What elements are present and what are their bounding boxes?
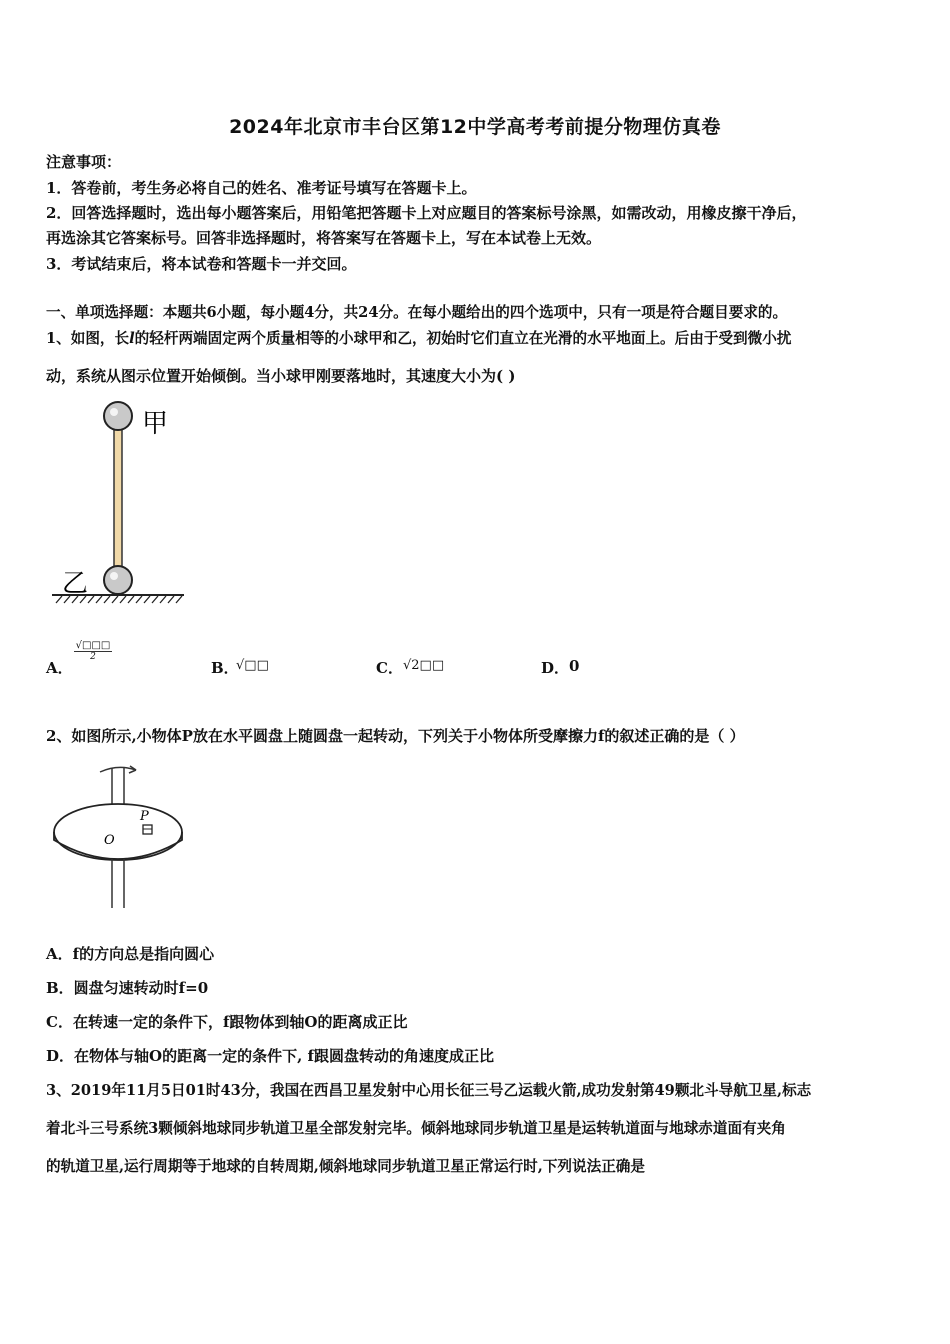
option-a-label: A． [46, 659, 73, 677]
question-3-line-2: 着北斗三号系统3颗倾斜地球同步轨道卫星全部发射完毕。倾斜地球同步轨道卫星是运转轨道面与地球赤道面有夹角 [46, 1120, 786, 1137]
q2-option-a: A．f的方向总是指向圆心 [46, 945, 215, 963]
label-yi: 乙 [62, 569, 89, 599]
question-2-stem: 2、如图所示,小物体P放在水平圆盘上随圆盘一起转动，下列关于小物体所受摩擦力f的叙述正确的是（ ） [46, 727, 745, 745]
question-1-text: 1、如图，长 [46, 330, 130, 347]
figure-rod-balls [48, 396, 198, 611]
question-3-line-1: 3、2019年11月5日01时43分，我国在西昌卫星发射中心用长征三号乙运载火箭,成功发射第49颗北斗导航卫星,标志 [46, 1082, 812, 1099]
section-heading: 一、单项选择题：本题共6小题，每小题4分，共24分。在每小题给出的四个选项中，只有一项是符合题目要求的。 [46, 304, 788, 321]
notice-item: 1．答卷前，考生务必将自己的姓名、准考证号填写在答题卡上。 [46, 179, 477, 197]
notice-item: 3．考试结束后，将本试卷和答题卡一并交回。 [46, 255, 357, 273]
option-d-label: D． [541, 659, 570, 677]
rod [114, 420, 122, 580]
option-a-denominator: 2 [90, 652, 96, 662]
q2-option-d: D．在物体与轴O的距离一定的条件下, f跟圆盘转动的角速度成正比 [46, 1047, 494, 1065]
option-d-value: 0 [569, 657, 580, 675]
variable-l: l [129, 330, 135, 347]
figure-rotating-disk [50, 762, 200, 910]
notice-heading: 注意事项： [46, 153, 122, 171]
rotation-arrow [100, 767, 136, 772]
label-p: P [140, 809, 149, 824]
page-title: 2024年北京市丰台区第12中学高考考前提分物理仿真卷 [229, 116, 721, 138]
option-a-numerator: √□□□ [75, 640, 111, 651]
option-a-fraction [74, 640, 112, 663]
question-1-line-2: 动，系统从图示位置开始倾倒。当小球甲刚要落地时，其速度大小为( ) [46, 367, 516, 385]
ball-top-highlight [110, 408, 118, 416]
label-o: O [104, 833, 115, 848]
ball-top [104, 402, 132, 430]
option-c-label: C． [376, 659, 403, 677]
ball-bottom-highlight [110, 572, 118, 580]
disk-top [54, 804, 182, 860]
notice-item: 2．回答选择题时，选出每小题答案后，用铅笔把答题卡上对应题目的答案标号涂黑，如需改动，用橡皮擦干净后， [46, 204, 807, 222]
question-3-line-3: 的轨道卫星,运行周期等于地球的自转周期,倾斜地球同步轨道卫星正常运行时,下列说法正确是 [46, 1158, 645, 1175]
option-b-label: B． [211, 659, 239, 677]
q2-option-b: B．圆盘匀速转动时f=0 [46, 979, 209, 997]
option-c-value: √2□□ [403, 658, 445, 673]
label-jia: 甲 [142, 409, 169, 439]
ball-bottom [104, 566, 132, 594]
q2-option-c: C．在转速一定的条件下，f跟物体到轴O的距离成正比 [46, 1013, 408, 1031]
question-1-line-1 [46, 327, 791, 348]
option-b-value: √□□ [236, 658, 269, 673]
question-1-text-rest: 的轻杆两端固定两个质量相等的小球甲和乙，初始时它们直立在光滑的水平地面上。后由于受到微小扰 [134, 330, 792, 347]
notice-item: 再选涂其它答案标号。回答非选择题时，将答案写在答题卡上，写在本试卷上无效。 [46, 229, 602, 247]
